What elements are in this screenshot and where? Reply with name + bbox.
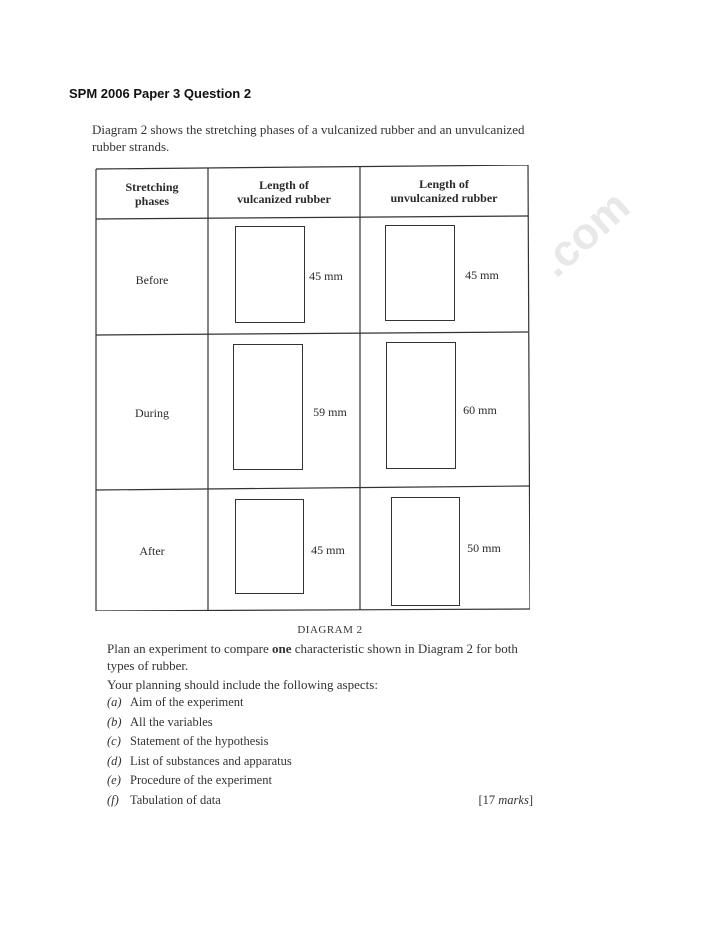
watermark-text: .com [530, 181, 640, 287]
unvulcanized-length-after: 50 mm [467, 541, 501, 555]
table-border-bottom [96, 609, 530, 611]
phase-label-during: During [135, 406, 169, 420]
aspect-list [107, 695, 533, 812]
vulcanized-rubber-strand-before [235, 226, 305, 323]
list-item: (f) Tabulation of data [17 marks] [107, 792, 533, 807]
vulcanized-length-after: 45 mm [311, 543, 345, 557]
rubber-stretching-table [94, 165, 530, 611]
list-item: (c) Statement of the hypothesis [107, 734, 269, 748]
unvulcanized-length-before: 45 mm [465, 268, 499, 282]
page-title: SPM 2006 Paper 3 Question 2 [69, 86, 252, 101]
diagram-caption: DIAGRAM 2 [297, 624, 363, 636]
list-item: (b) All the variables [107, 714, 213, 729]
unvulcanized-length-during: 60 mm [463, 403, 497, 417]
task-statement: Plan an experiment to compare one characteristic shown in Diagram 2 for both types of rubber. [107, 641, 518, 673]
header-vulcanized: Length of vulcanized rubber [237, 178, 331, 206]
intro-paragraph: Diagram 2 shows the stretching phases of a vulcanized rubber and an unvulcanized rubber strands. [92, 122, 525, 154]
list-item: (a) Aim of the experiment [107, 695, 244, 709]
header-stretching-phases: Stretching phases [125, 180, 179, 208]
row-divider-1 [96, 216, 528, 219]
unvulcanized-rubber-strand-before [385, 225, 455, 321]
table-border-right [528, 165, 530, 609]
vulcanized-length-before: 45 mm [309, 269, 343, 283]
list-item: (d) List of substances and apparatus [107, 753, 292, 768]
table-border-top [96, 165, 528, 169]
vulcanized-length-during: 59 mm [313, 405, 347, 419]
header-unvulcanized: Length of unvulcanized rubber [390, 177, 498, 205]
vulcanized-rubber-strand-after [235, 499, 304, 594]
list-item: (e) Procedure of the experiment [107, 773, 272, 787]
vulcanized-rubber-strand-during [233, 344, 303, 470]
total-marks: [17 marks] [478, 792, 533, 807]
aspects-intro: Your planning should include the following aspects: [107, 677, 378, 692]
phase-label-before: Before [135, 273, 169, 287]
row-divider-2 [96, 332, 528, 335]
phase-label-after: After [139, 544, 165, 558]
unvulcanized-rubber-strand-during [386, 342, 456, 469]
row-divider-3 [96, 486, 529, 490]
unvulcanized-rubber-strand-after [391, 497, 460, 606]
